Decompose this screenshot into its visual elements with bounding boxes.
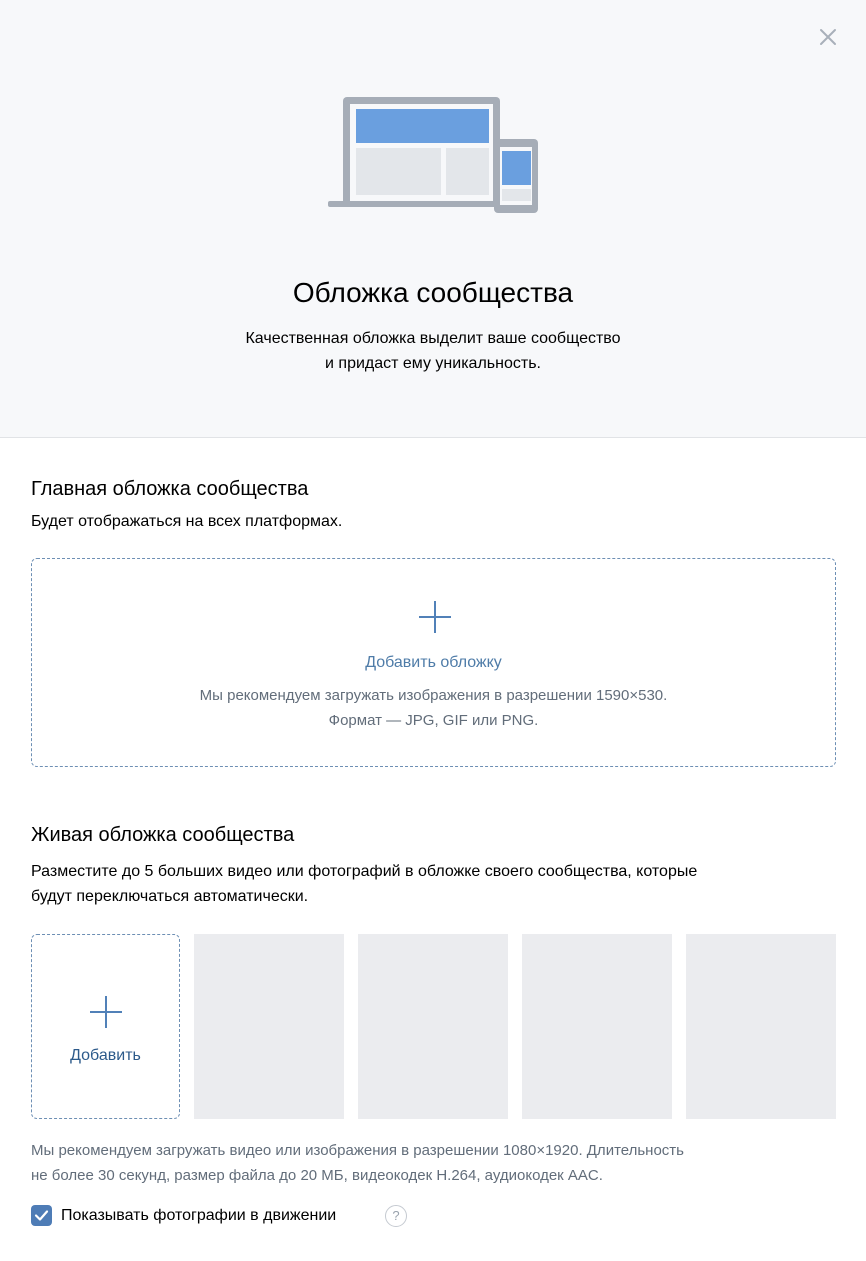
- main-cover-title: Главная обложка сообщества: [31, 478, 309, 500]
- live-cover-slot: [358, 934, 508, 1119]
- live-cover-title: Живая обложка сообщества: [31, 824, 295, 846]
- live-cover-add-label: Добавить: [70, 1047, 141, 1064]
- live-cover-slot: [522, 934, 672, 1119]
- live-cover-add-button[interactable]: [31, 934, 180, 1119]
- main-cover-description: Будет отображаться на всех платформах.: [31, 513, 343, 530]
- live-cover-hint: [31, 1138, 831, 1188]
- checkmark-icon: [31, 1205, 52, 1226]
- devices-icon: [326, 95, 540, 215]
- live-cover-hint-1: Мы рекомендуем загружать видео или изображения в разрешении 1080×1920. Длительность: [31, 1142, 684, 1159]
- modal-header: [0, 0, 866, 438]
- live-cover-description-1: Разместите до 5 больших видео или фотографий в обложке своего сообщества, которые: [31, 863, 698, 880]
- subtitle-line-1: Качественная обложка выделит ваше сообщество: [245, 330, 621, 347]
- close-icon: [816, 25, 840, 49]
- page-subtitle: [0, 326, 866, 376]
- live-cover-description-2: будут переключаться автоматически.: [31, 888, 309, 905]
- main-cover-dropzone[interactable]: [31, 558, 836, 767]
- motion-photos-option: [31, 1204, 431, 1228]
- add-cover-link[interactable]: Добавить обложку: [365, 654, 502, 671]
- motion-photos-label[interactable]: Показывать фотографии в движении: [61, 1207, 337, 1224]
- plus-icon: [419, 601, 451, 633]
- live-cover-slot: [194, 934, 344, 1119]
- main-cover-hint-2: Формат — JPG, GIF или PNG.: [328, 712, 539, 729]
- live-cover-hint-2: не более 30 секунд, размер файла до 20 МБ, видеокодек H.264, аудиокодек AAC.: [31, 1167, 603, 1184]
- main-cover-hint-1: Мы рекомендуем загружать изображения в разрешении 1590×530.: [199, 687, 668, 704]
- page-title: Обложка сообщества: [292, 277, 574, 308]
- help-icon[interactable]: ?: [385, 1205, 407, 1227]
- plus-icon: [90, 996, 122, 1028]
- motion-photos-checkbox[interactable]: [31, 1205, 52, 1226]
- live-cover-slot: [686, 934, 836, 1119]
- close-button[interactable]: [816, 25, 840, 49]
- subtitle-line-2: и придаст ему уникальность.: [325, 355, 541, 372]
